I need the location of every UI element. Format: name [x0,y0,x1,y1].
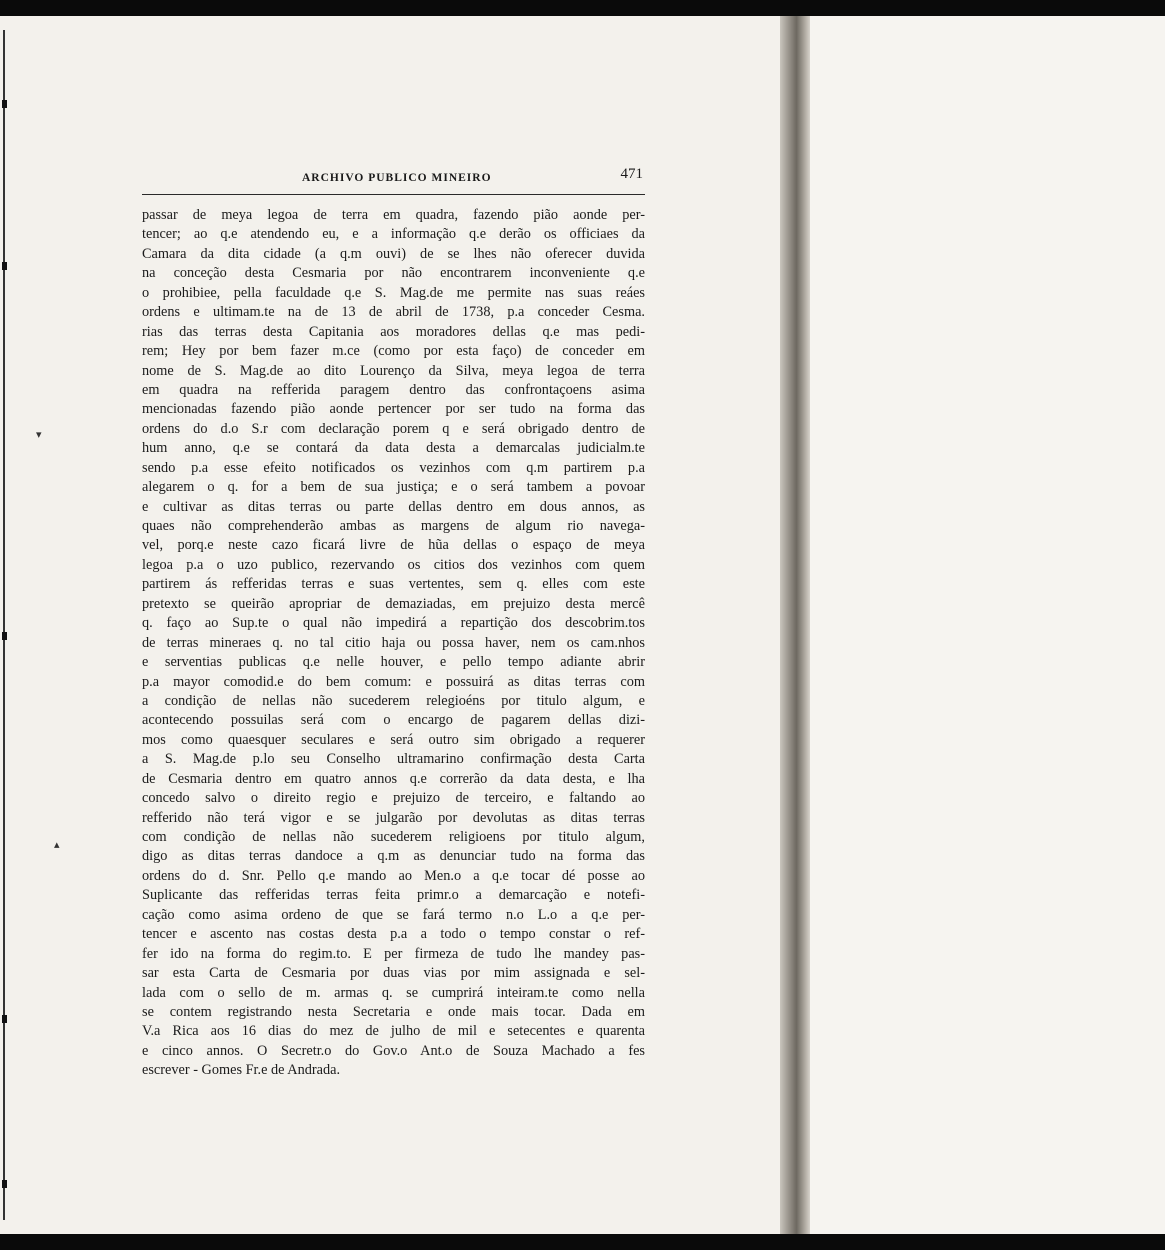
text-line: e cinco annos. O Secretr.o do Gov.o Ant.o de Souza Machado a fes [142,1042,645,1059]
text-line: ordens do d. Snr. Pello q.e mando ao Men.o a q.e tocar dé posse ao [142,867,645,884]
text-line: de Cesmaria dentro em quatro annos q.e correrão da data desta, e lha [142,770,645,787]
stray-speck: ▴ [54,839,60,851]
margin-mark [2,100,7,108]
page-number: 471 [620,166,643,182]
text-line: passar de meya legoa de terra em quadra, fazendo pião aonde per- [142,207,645,223]
text-line: nome de S. Mag.de ao dito Lourenço da Silva, meya legoa de terra [142,362,645,379]
margin-mark [2,1180,7,1188]
text-line: se contem registrando nesta Secretaria e onde mais tocar. Dada em [142,1003,645,1020]
text-line: a S. Mag.de p.lo seu Conselho ultramarino confirmação desta Carta [142,751,645,768]
running-head: ARCHIVO PUBLICO MINEIRO [302,172,492,184]
margin-mark [2,1015,7,1023]
text-line: escrever - Gomes Fr.e de Andrada. [142,1062,341,1079]
text-line: tencer; ao q.e atendendo eu, e a informação q.e derão os officiaes da [142,226,645,243]
header-rule [142,194,645,195]
text-line: cação como asima ordeno de que se fará termo n.o L.o a q.e per- [142,906,645,923]
margin-mark [2,262,7,270]
text-line: Camara da dita cidade (a q.m ouvi) de se lhes não oferecer duvida [142,245,645,262]
text-line: ordens e ultimam.te na de 13 de abril de 1738, p.a conceder Cesma. [142,304,645,321]
text-line: mos como quaesquer seculares e será outro sim obrigado a requerer [142,731,645,748]
text-line: com condição de nellas não sucederem religioens por titulo algum, [142,829,645,845]
text-line: a condição de nellas não sucederem relegioéns por titulo algum, e [142,692,645,709]
text-line: hum anno, q.e se contará da data desta a demarcalas judicialm.te [142,440,645,457]
text-line: tencer e ascento nas costas desta p.a a todo o tempo constar o ref- [142,926,645,943]
text-line: em quadra na refferida paragem dentro das confrontaçoens asima [142,381,645,398]
right-page-blank [810,16,1165,1234]
text-line: rem; Hey por bem fazer m.ce (como por esta faço) de conceder em [142,343,645,360]
text-line: rias das terras desta Capitania aos moradores dellas q.e mas pedi- [142,323,645,340]
text-line: de terras mineraes q. no tal citio haja ou possa haver, nem os cam.nhos [142,634,645,651]
text-line: Suplicante das refferidas terras feita primr.o a demarcação e notefi- [142,887,645,904]
text-line: o prohibiee, pella faculdade q.e S. Mag.de me permite nas suas reáes [142,284,645,301]
text-line: p.a mayor comodid.e do bem comum: e possuirá as ditas terras com [142,673,645,690]
text-line: alegarem o q. for a bem de sua justiça; e o será tambem a povoar [142,479,645,496]
scan-bottom-border [0,1234,1165,1250]
text-line: fer ido na forma do regim.to. E per firmeza de tudo lhe mandey pas- [142,945,645,962]
text-line: vel, porq.e neste cazo ficará livre de hũa dellas o espaço de meya [142,537,645,554]
text-line: concedo salvo o direito regio e prejuizo de terceiro, e faltando ao [142,790,645,807]
body-text [142,206,645,1081]
text-line: q. faço ao Sup.te o qual não impedirá a repartição dos descobrim.tos [142,615,645,632]
book-gutter [780,16,810,1234]
text-line: ordens do d.o S.r com declaração porem q e será obrigado dentro de [142,420,645,437]
stray-speck: ▾ [36,429,42,441]
page-header [142,162,645,188]
text-line: lada com o sello de m. armas q. se cumprirá inteiram.te como nella [142,984,645,1001]
page-edge-line [3,30,5,1220]
text-line: acontecendo possuilas será com o encargo de pagarem dellas dizi- [142,712,645,729]
text-line: digo as ditas terras dandoce a q.m as denunciar tudo na forma das [142,848,645,865]
text-line: mencionadas fazendo pião aonde pertencer por ser tudo na forma das [142,401,645,418]
text-line: partirem ás refferidas terras e suas vertentes, sem q. elles com este [142,576,645,593]
text-line: V.a Rica aos 16 dias do mez de julho de mil e setecentes e quarenta [142,1023,645,1040]
text-line: quaes não comprehenderão ambas as margens de algum rio navega- [142,518,645,534]
text-line: e serventias publicas q.e nelle houver, e pello tempo adiante abrir [142,654,645,671]
text-line: na conceção desta Cesmaria por não encontrarem inconveniente q.e [142,265,645,282]
text-line: sendo p.a esse efeito notificados os vezinhos com q.m partirem p.a [142,459,645,476]
margin-mark [2,632,7,640]
scan-top-border [0,0,1165,16]
text-line: legoa p.a o uzo publico, rezervando os citios dos vezinhos com quem [142,556,645,573]
text-line: refferido não terá vigor e se julgarão por devolutas as ditas terras [142,809,645,826]
text-line: sar esta Carta de Cesmaria por duas vias por mim assignada e sel- [142,965,645,982]
text-line: e cultivar as ditas terras ou parte dellas dentro em dous annos, as [142,498,645,515]
text-line: pretexto se queirão apropriar de demaziadas, em prejuizo desta mercê [142,595,645,612]
